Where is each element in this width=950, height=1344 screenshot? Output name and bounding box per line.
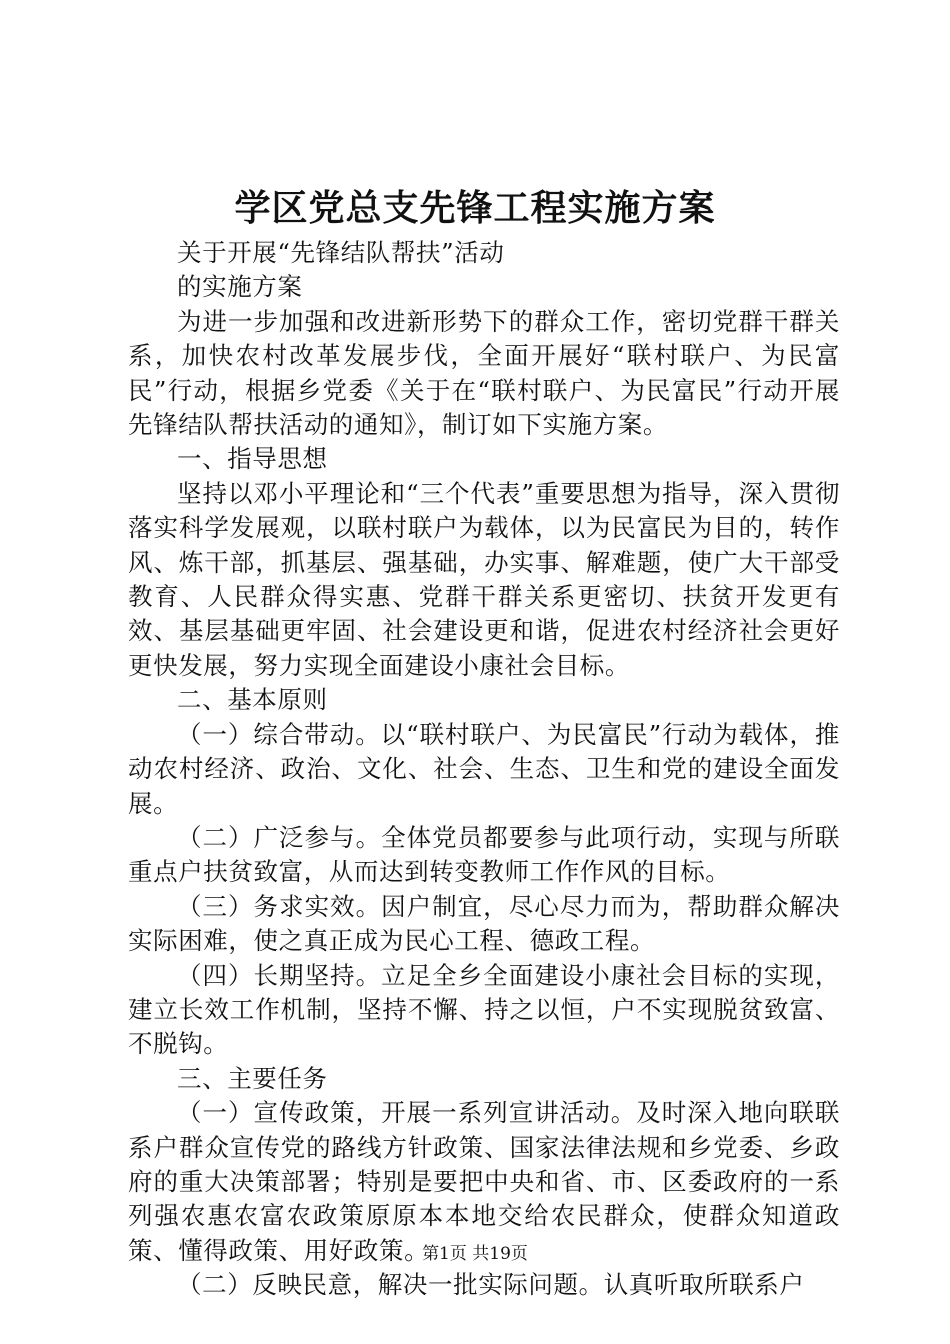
guiding-thought-paragraph: 坚持以邓小平理论和“三个代表”重要思想为指导，深入贯彻落实科学发展观，以联村联户为载体，以为民富民为目的，转作风、炼干部，抓基层、强基础，办实事、解难题，使广大干部受教育、人民群众得实惠、党群干群关系更密切、扶贫开发更有效、基层基础更牢固、社会建设更和谐，促进农村经济社会更好更快发展，努力实现全面建设小康社会目标。 [128,478,840,680]
subtitle-line-2: 的实施方案 [177,272,303,302]
principle-paragraph-2: （二）广泛参与。全体党员都要参与此项行动，实现与所联重点户扶贫致富，从而达到转变教师工作作风的目标。 [128,822,840,887]
principle-paragraph-1: （一）综合带动。以“联村联户、为民富民”行动为载体，推动农村经济、政治、文化、社会、生态、卫生和党的建设全面发展。 [128,719,840,818]
page-number-footer: 第1页 共19页 [422,1244,528,1264]
section-heading-basic-principles: 二、基本原则 [177,685,328,715]
intro-paragraph: 为进一步加强和改进新形势下的群众工作，密切党群干群关系，加快农村改革发展步伐，全面开展好“联村联户、为民富民”行动，根据乡党委《关于在“联村联户、为民富民”行动开展先锋结队帮扶活动的通知》，制订如下实施方案。 [128,306,840,440]
principle-paragraph-3: （三）务求实效。因户制宜，尽心尽力而为，帮助群众解决实际困难，使之真正成为民心工程、德政工程。 [128,891,840,956]
principle-paragraph-4: （四）长期坚持。立足全乡全面建设小康社会目标的实现，建立长效工作机制，坚持不懈、持之以恒，户不实现脱贫致富、不脱钩。 [128,960,840,1059]
subtitle-line-1: 关于开展“先锋结队帮扶”活动 [177,238,505,267]
document-title: 学区党总支先锋工程实施方案 [234,187,716,229]
task-paragraph-2: （二）反映民意，解决一批实际问题。认真听取所联系户 [177,1270,805,1300]
section-heading-guiding-thought: 一、指导思想 [177,444,328,474]
task-paragraph-1: （一）宣传政策，开展一系列宣讲活动。及时深入地向联联系户群众宣传党的路线方针政策、国家法律法规和乡党委、乡政府的重大决策部署；特别是要把中央和省、市、区委政府的一系列强农惠农富农政策原原本本地交给农民群众，使群众知道政策、懂得政策、用好政策。 [128,1098,840,1265]
document-body [128,236,840,1303]
section-heading-main-tasks: 三、主要任务 [177,1063,328,1093]
